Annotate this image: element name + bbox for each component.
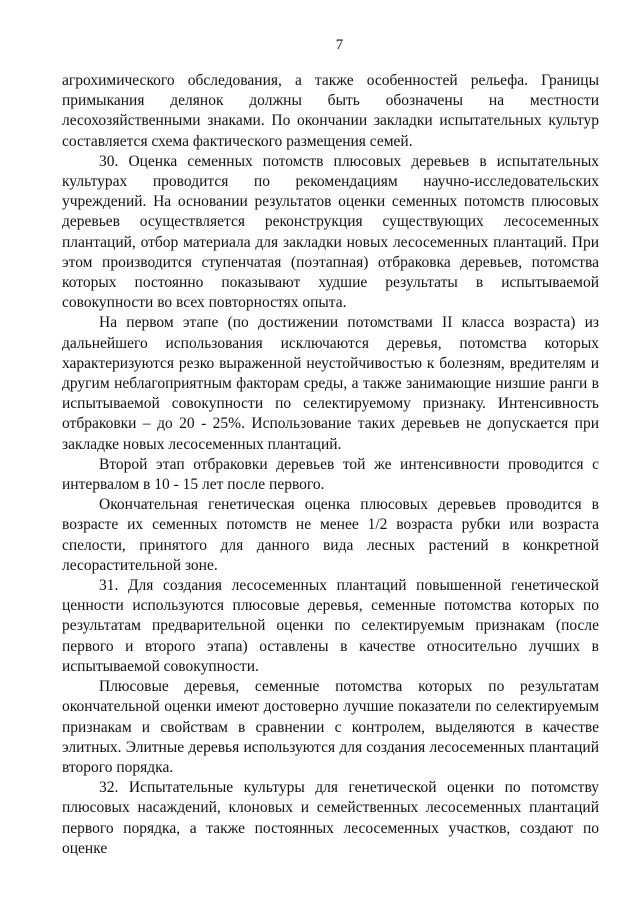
paragraph: Плюсовые деревья, семенные потомства которых по результатам окончательной оценки имеют достоверно лучшие показатели по селектируемым признакам и свойствам в сравнении с контролем, выделяются в качестве элитных. Элитные деревья используются для создания лесосеменных плантаций второго порядка.: [62, 678, 599, 776]
paragraph: 32. Испытательные культуры для генетической оценки по потомству плюсовых насаждений, клоновых и семейственных лесосеменных плантаций первого порядка, а также постоянных лесосеменных участков, создают по оценке: [62, 779, 599, 857]
paragraph: 31. Для создания лесосеменных плантаций повышенной генетической ценности используются плюсовые деревья, семенные потомства которых по результатам предварительной оценки по селектируемым признакам (после первого и второго этапа) оставлены в качестве относительно лучших в испытываемой совокупности.: [62, 577, 599, 675]
paragraph: Окончательная генетическая оценка плюсовых деревьев проводится в возрасте их семенных потомств не менее 1/2 возраста рубки или возраста спелости, принятого для данного вида лесных растений в конкретной лесорастительной зоне.: [62, 496, 599, 574]
page-number: 7: [335, 37, 344, 53]
paragraph: 30. Оценка семенных потомств плюсовых деревьев в испытательных культурах проводится по рекомендациям научно-исследовательских учреждений. На основании результатов оценки семенных потомств плюсовых деревьев осуществляется реконструкция существующих лесосеменных плантаций, отбор материала для закладки новых лесосеменных плантаций. При этом производится ступенчатая (поэтапная) отбраковка деревьев, потомства которых постоянно показывают худшие результаты в испытываемой совокупности во всех повторностях опыта.: [62, 152, 599, 312]
paragraph: агрохимического обследования, а также особенностей рельефа. Границы примыкания делянок должны быть обозначены на местности лесохозяйственными знаками. По окончании закладки испытательных культур составляется схема фактического размещения семей.: [62, 72, 599, 150]
document-body: [62, 71, 599, 859]
paragraph: На первом этапе (по достижении потомствами II класса возраста) из дальнейшего использования исключаются деревья, потомства которых характеризуются резко выраженной неустойчивостью к болезням, вредителям и другим неблагоприятным факторам среды, а также занимающие низшие ранги в испытываемой совокупности по селектируемому признаку. Интенсивность отбраковки – до 20 - 25%. Использование таких деревьев не допускается при закладке новых лесосеменных плантаций.: [62, 314, 599, 453]
paragraph: Второй этап отбраковки деревьев той же интенсивности проводится с интервалом в 10 - 15 лет после первого.: [62, 455, 599, 494]
